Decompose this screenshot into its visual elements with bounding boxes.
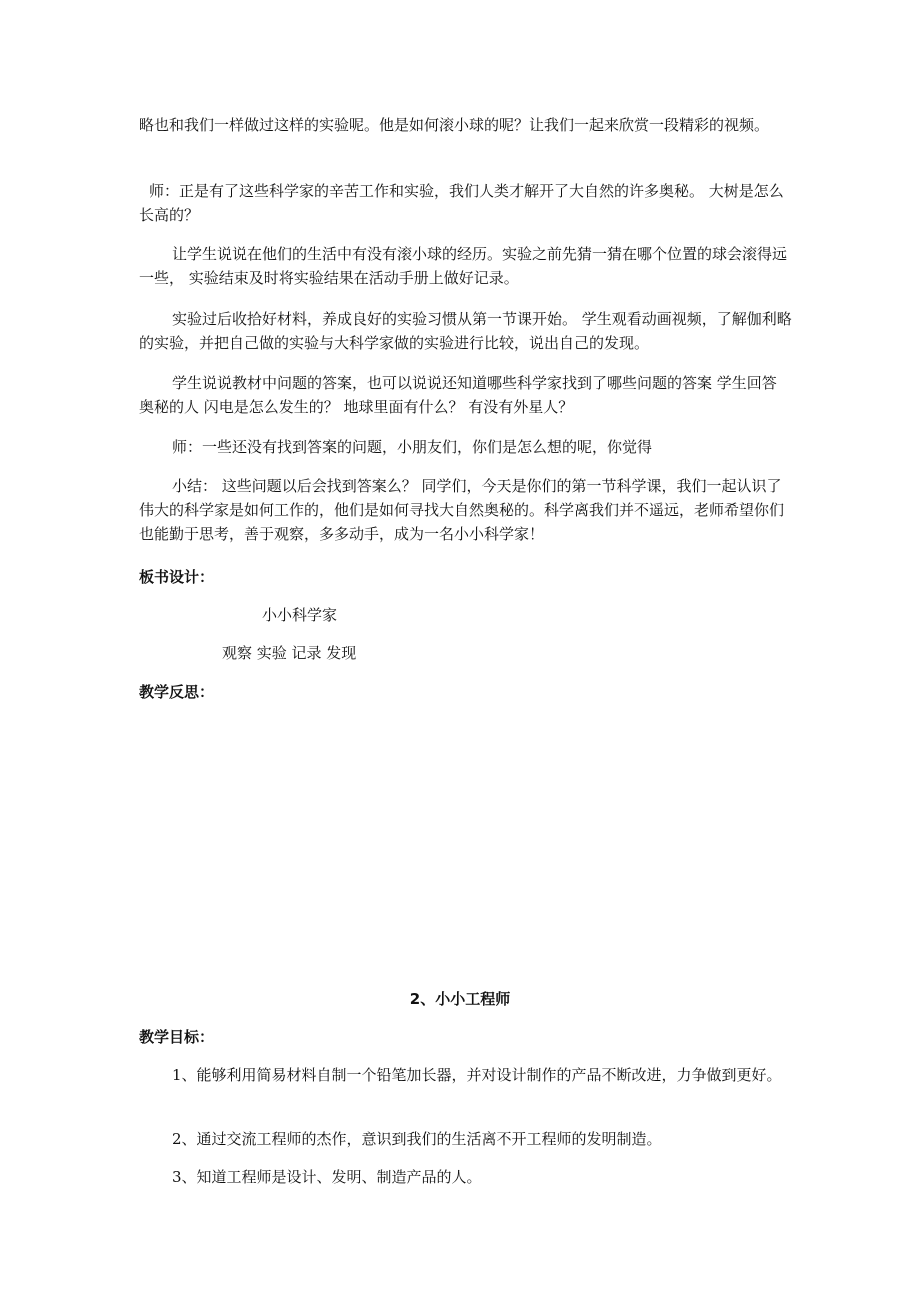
paragraph-cleanup-video: 实验过后收拾好材料，养成良好的实验习惯从第一节课开始。 学生观看动画视频，了解伽利略的实验，并把自己做的实验与大科学家做的实验进行比较，说出自己的发现。 [139, 310, 792, 352]
goal-3: 3、知道工程师是设计、发明、制造产品的人。 [172, 1168, 482, 1186]
paragraph-teacher-secrets: 师：正是有了这些科学家的辛苦工作和实验，我们人类才解开了大自然的许多奥秘。 大树是怎么长高的？ [139, 182, 784, 224]
board-design-heading: 板书设计： [139, 568, 215, 586]
goal-2: 2、通过交流工程师的杰作，意识到我们的生活离不开工程师的发明制造。 [172, 1130, 662, 1148]
board-design-keywords: 观察 实验 记录 发现 [222, 644, 357, 662]
paragraph-answers: 学生说说教材中问题的答案，也可以说说还知道哪些科学家找到了哪些问题的答案 学生回答 奥秘的人 闪电是怎么发生的？ 地球里面有什么？ 有没有外星人？ [139, 374, 777, 416]
paragraph-rolling-ball: 让学生说说在他们的生活中有没有滚小球的经历。实验之前先猜一猜在哪个位置的球会滚得远一些， 实验结束及时将实验结果在活动手册上做好记录。 [139, 245, 788, 287]
board-design-title: 小小科学家 [262, 606, 338, 624]
reflection-heading: 教学反思： [139, 683, 215, 701]
paragraph-galileo-video: 略也和我们一样做过这样的实验呢。他是如何滚小球的呢？让我们一起来欣赏一段精彩的视频。 [139, 116, 770, 134]
paragraph-teacher-question: 师：一些还没有找到答案的问题，小朋友们，你们是怎么想的呢，你觉得 [172, 438, 653, 456]
lesson2-title: 2、小小工程师 [409, 990, 511, 1008]
goal-1: 1、能够利用简易材料自制一个铅笔加长器，并对设计制作的产品不断改进，力争做到更好。 [172, 1066, 782, 1084]
teaching-goals-heading: 教学目标： [139, 1028, 215, 1046]
paragraph-summary: 小结： 这些问题以后会找到答案么？ 同学们，今天是你们的第一节科学课，我们一起认识了伟大的科学家是如何工作的，他们是如何寻找大自然奥秘的。科学离我们并不遥远，老师希望你们也能勤于思考，善于观察，多多动手，成为一名小小科学家！ [139, 477, 785, 543]
